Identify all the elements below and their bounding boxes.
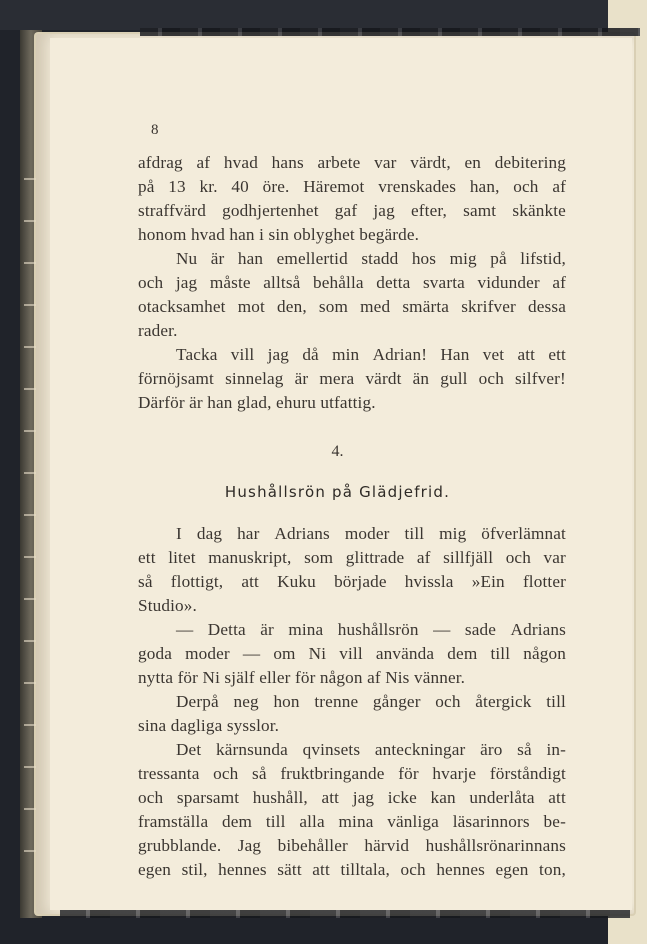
text-line: Derpå neg hon trenne gånger och återgick till	[176, 692, 566, 711]
section-number: 4.	[331, 443, 344, 460]
text-line: otacksamhet mot den, som med smärta skrifver dessa	[138, 297, 566, 316]
section-title: Hushållsrön på Glädjefrid.	[224, 483, 451, 501]
text-line: Tacka vill jag då min Adrian! Han vet att ett	[176, 345, 566, 364]
text-block-bottom	[138, 522, 566, 882]
text-line: afdrag af hvad hans arbete var värdt, en debitering	[138, 153, 566, 172]
text-block-top	[138, 151, 566, 415]
paragraph	[138, 343, 566, 415]
text-line: på 13 kr. 40 öre. Häremot vrenskades han, och af	[138, 177, 566, 196]
paragraph	[138, 618, 566, 690]
text-line: nytta för Ni själf eller för någon af Nis vänner.	[138, 668, 466, 687]
text-line: goda moder — om Ni vill använda dem till någon	[138, 644, 566, 663]
page-bottom-edge	[60, 910, 630, 918]
text-line: Det kärnsunda qvinsets anteckningar äro så in-	[176, 740, 566, 759]
text-line: grubblande. Jag bibehåller härvid hushållsrönarinnans	[138, 836, 566, 855]
text-line: Nu är han emellertid stadd hos mig på lifstid,	[176, 249, 566, 268]
text-line: ett litet manuskript, som glittrade af sillfjäll och var	[138, 548, 566, 567]
paragraph	[138, 690, 566, 738]
text-line: straffvärd godhjertenhet gaf jag efter, samt skänkte	[138, 201, 566, 220]
text-line: förnöjsamt sinnelag är mera värdt än gull och silfver!	[138, 369, 566, 388]
text-line: Därför är han glad, ehuru utfattig.	[138, 393, 376, 412]
page-number: 8	[151, 122, 159, 138]
paragraph	[138, 151, 566, 247]
binding-margin	[24, 160, 36, 880]
paragraph	[138, 738, 566, 882]
text-line: så flottigt, att Kuku började hvissla »Ein flotter	[138, 572, 566, 591]
text-line: honom hvad han i sin oblyghet begärde.	[138, 225, 420, 244]
page-top-edge	[140, 28, 640, 36]
paragraph	[138, 247, 566, 343]
dark-background-top	[0, 0, 608, 30]
text-line: egen stil, hennes sätt att tilltala, och hennes egen ton,	[138, 860, 566, 879]
text-line: framställa dem till alla mina vänliga läsarinnors be-	[138, 812, 566, 831]
text-line: Studio».	[138, 596, 197, 615]
text-line: I dag har Adrians moder till mig öfverlämnat	[176, 524, 566, 543]
text-line: och sparsamt hushåll, att jag icke kan underlåta att	[138, 788, 566, 807]
text-line: tressanta och så fruktbringande för hvarje förståndigt	[138, 764, 566, 783]
paragraph	[138, 522, 566, 618]
text-line: — Detta är mina hushållsrön — sade Adrians	[176, 620, 566, 639]
text-line: och jag måste alltså behålla detta svarta vidunder af	[138, 273, 566, 292]
text-line: rader.	[138, 321, 178, 340]
text-line: sina dagliga sysslor.	[138, 716, 280, 735]
